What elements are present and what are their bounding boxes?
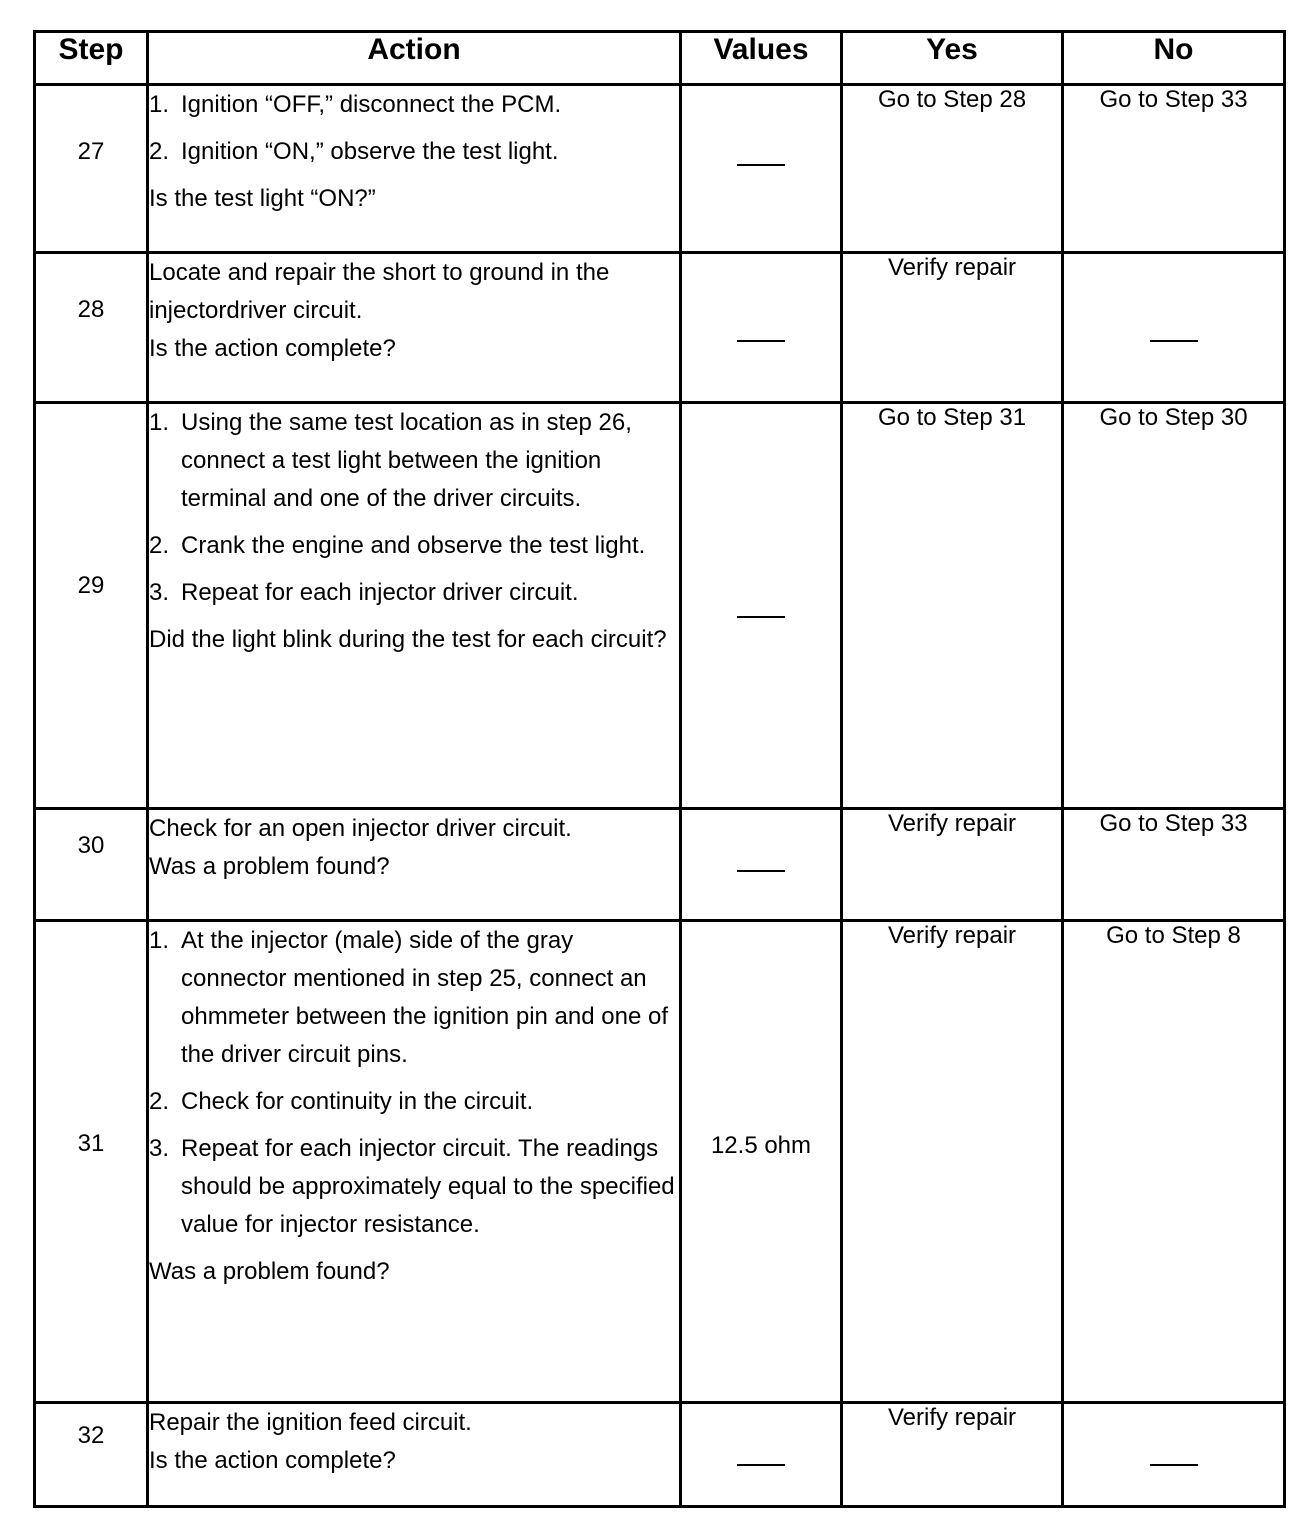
header-no: No <box>1063 32 1285 85</box>
table-header-row <box>35 32 1285 85</box>
action-step-item <box>149 527 679 565</box>
action-step-item <box>149 574 679 612</box>
action-step-text: Ignition “ON,” observe the test light. <box>181 138 559 165</box>
values-cell <box>681 1403 842 1507</box>
table-row <box>35 253 1285 403</box>
action-step-number: 2. <box>149 1088 170 1115</box>
yes-result: Verify repair <box>842 1403 1063 1507</box>
action-cell <box>148 809 681 921</box>
dash-placeholder <box>1150 340 1198 342</box>
step-number: 27 <box>35 85 148 253</box>
action-step-item <box>149 1130 679 1244</box>
action-step-number: 1. <box>149 927 170 954</box>
values-cell <box>681 253 842 403</box>
diagnostic-table <box>33 30 1286 1508</box>
table-row <box>35 85 1285 253</box>
action-cell <box>148 403 681 809</box>
header-yes: Yes <box>842 32 1063 85</box>
values-text: 12.5 ohm <box>681 921 842 1403</box>
action-step-text: Repeat for each injector circuit. The readings should be approximately equal to the specified value for injector resistance. <box>181 1135 675 1238</box>
step-number: 32 <box>35 1403 148 1507</box>
header-step: Step <box>35 32 148 85</box>
action-cell <box>148 253 681 403</box>
no-result: Go to Step 8 <box>1063 921 1285 1403</box>
yes-result: Verify repair <box>842 253 1063 403</box>
header-action: Action <box>148 32 681 85</box>
yes-result: Verify repair <box>842 921 1063 1403</box>
action-step-number: 2. <box>149 138 170 165</box>
action-question: Did the light blink during the test for each circuit? <box>149 626 667 653</box>
dash-placeholder <box>737 1464 785 1466</box>
no-result: Go to Step 33 <box>1063 85 1285 253</box>
step-number: 30 <box>35 809 148 921</box>
no-cell <box>1063 1403 1285 1507</box>
action-step-item <box>149 1083 679 1121</box>
action-step-text: Ignition “OFF,” disconnect the PCM. <box>181 91 562 118</box>
action-step-text: Repeat for each injector driver circuit. <box>181 579 579 606</box>
action-cell <box>148 1403 681 1507</box>
values-cell <box>681 403 842 809</box>
no-result: Go to Step 33 <box>1063 809 1285 921</box>
yes-result: Go to Step 31 <box>842 403 1063 809</box>
action-step-number: 3. <box>149 1135 170 1162</box>
action-step-text: At the injector (male) side of the gray connector mentioned in step 25, connect an ohmmeter between the ignition pin and one of the driver circuit pins. <box>181 927 668 1068</box>
yes-result: Verify repair <box>842 809 1063 921</box>
action-step-item <box>149 133 679 171</box>
action-question: Was a problem found? <box>149 1258 390 1285</box>
step-number: 29 <box>35 403 148 809</box>
step-number: 28 <box>35 253 148 403</box>
table-row <box>35 809 1285 921</box>
dash-placeholder <box>1150 1464 1198 1466</box>
action-step-number: 2. <box>149 532 170 559</box>
header-values: Values <box>681 32 842 85</box>
table-row <box>35 1403 1285 1507</box>
dash-placeholder <box>737 164 785 166</box>
table-row <box>35 403 1285 809</box>
action-step-item <box>149 922 679 1074</box>
action-step-number: 1. <box>149 91 170 118</box>
dash-placeholder <box>737 340 785 342</box>
action-question: Is the test light “ON?” <box>149 185 376 212</box>
action-cell <box>148 921 681 1403</box>
values-cell <box>681 809 842 921</box>
no-result: Go to Step 30 <box>1063 403 1285 809</box>
action-step-text: Crank the engine and observe the test light. <box>181 532 646 559</box>
action-step-number: 3. <box>149 579 170 606</box>
action-step-number: 1. <box>149 409 170 436</box>
action-step-item <box>149 404 679 518</box>
dash-placeholder <box>737 870 785 872</box>
dash-placeholder <box>737 616 785 618</box>
action-step-text: Check for continuity in the circuit. <box>181 1088 534 1115</box>
table-row <box>35 921 1285 1403</box>
no-cell <box>1063 253 1285 403</box>
table-body <box>35 85 1285 1507</box>
values-cell <box>681 85 842 253</box>
yes-result: Go to Step 28 <box>842 85 1063 253</box>
action-cell <box>148 85 681 253</box>
action-question: Locate and repair the short to ground in the injectordriver circuit. Is the action complete? <box>149 259 610 362</box>
step-number: 31 <box>35 921 148 1403</box>
action-question: Repair the ignition feed circuit. Is the action complete? <box>149 1409 472 1474</box>
action-question: Check for an open injector driver circuit. Was a problem found? <box>149 815 572 880</box>
action-step-item <box>149 86 679 124</box>
action-step-text: Using the same test location as in step 26, connect a test light between the ignition terminal and one of the driver circuits. <box>181 409 632 512</box>
